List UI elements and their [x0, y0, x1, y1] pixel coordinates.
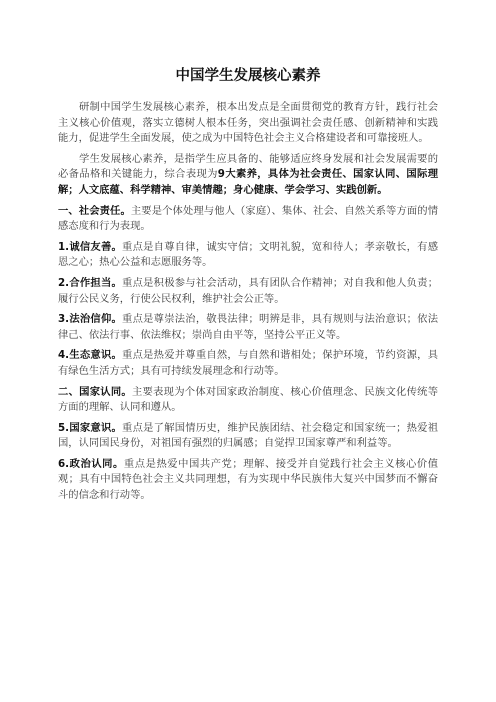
section-text: 主要是个体处理与他人（家庭）、集体、社会、自然关系等方面的情感态度和行为表现。 — [58, 204, 438, 233]
section-heading: 一、社会责任。 — [58, 204, 131, 217]
item-text: 重点是自尊自律，诚实守信；文明礼貌，宽和待人；孝亲敬长，有感恩之心；热心公益和志愿服务等。 — [58, 240, 439, 269]
item-heading: 5.国家意识。 — [58, 421, 123, 434]
item-heading: 4.生态意识。 — [58, 349, 123, 362]
document-title: 中国学生发展核心素养 — [175, 68, 321, 84]
item-ecology — [58, 348, 438, 379]
item-rule-of-law — [58, 312, 438, 343]
item-heading: 3.法治信仰。 — [58, 313, 123, 326]
item-heading: 2.合作担当。 — [58, 276, 123, 289]
document-page — [58, 66, 438, 509]
item-text: 重点是热爱并尊重自然，与自然和谐相处；保护环境，节约资源，具有绿色生活方式；具有可持续发展理念和行动等。 — [58, 349, 439, 377]
item-text: 重点是了解国情历史，维护民族团结、社会稳定和国家统一；热爱祖国，认同国民身份，对祖国有强烈的归属感；自觉捍卫国家尊严和利益等。 — [58, 421, 439, 450]
item-political-identity — [58, 457, 438, 504]
section-heading: 二、国家认同。 — [58, 385, 132, 398]
item-text: 重点是热爱中国共产党；理解、接受并自觉践行社会主义核心价值观；具有中国特色社会主义共同理想，有为实现中华民族伟大复兴中国梦而不懈奋斗的信念和行动等。 — [58, 457, 439, 502]
nine-competencies-bold: 9大素养，具体为社会责任、国家认同、国际理解；人文底蕴、科学精神、审美情趣；身心健康、学会学习、实践创新。 — [58, 168, 439, 196]
section-text: 主要表现为个体对国家政治制度、核心价值理念、民族文化传统等方面的理解、认同和遵从。 — [58, 385, 439, 414]
item-honesty-friendliness — [58, 240, 438, 271]
item-heading: 6.政治认同。 — [58, 457, 124, 470]
item-cooperation — [58, 276, 438, 307]
section-social-responsibility — [58, 204, 438, 235]
intro-paragraph: 研制中国学生发展核心素养，根本出发点是全面贯彻党的教育方针，践行社会主义核心价值观，落实立德树人根本任务，突出强调社会责任感、创新精神和实践能力，促进学生全面发展，使之成为中国特色社会主义合格建设者和可靠接班人。 — [58, 101, 438, 145]
definition-paragraph — [58, 152, 438, 199]
section-national-identity — [58, 385, 438, 416]
item-text: 重点是积极参与社会活动，具有团队合作精神；对自我和他人负责；履行公民义务，行使公民权利，维护社会公正等。 — [58, 276, 439, 305]
item-heading: 1.诚信友善。 — [58, 240, 123, 253]
definition-text: 学生发展核心素养，是指学生应具备的、能够适应终身发展和社会发展需要的必备品格和关键能力，综合表现为 — [58, 152, 438, 181]
item-text: 重点是尊崇法治，敬畏法律；明辨是非，具有规则与法治意识；依法律己、依法行事、依法维权；崇尚自由平等，坚持公平正义等。 — [58, 313, 439, 341]
item-national-awareness — [58, 421, 438, 452]
